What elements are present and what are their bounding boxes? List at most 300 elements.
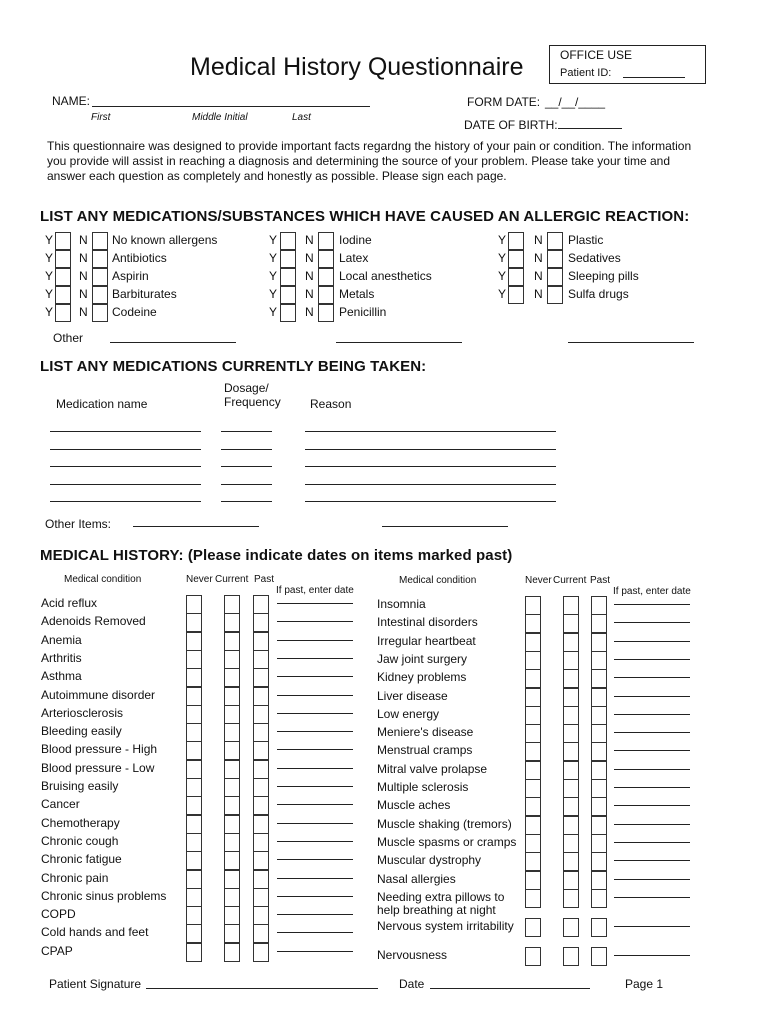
intro-paragraph: This questionnaire was designed to provide important facts regardng the history of your pain or condition. The information you provide will assist in reaching a diagnosis and determining the source of your problem. Please take your time and answer each question as completely and honestly as possible. Please sign each page. xyxy=(47,139,692,183)
allergy-no-checkbox[interactable] xyxy=(547,232,563,250)
medication-reason-field[interactable] xyxy=(305,484,556,485)
condition-current-checkbox[interactable] xyxy=(563,834,579,853)
condition-past-checkbox[interactable] xyxy=(591,779,607,798)
condition-date-field[interactable] xyxy=(614,897,690,898)
condition-past-checkbox[interactable] xyxy=(253,833,269,852)
condition-never-checkbox[interactable] xyxy=(186,668,202,687)
allergy-no-checkbox[interactable] xyxy=(92,286,108,304)
allergy-item: No known allergens xyxy=(112,233,218,247)
condition-current-checkbox[interactable] xyxy=(224,906,240,925)
allergy-yes-checkbox[interactable] xyxy=(55,232,71,250)
allergy-item: Latex xyxy=(339,251,369,265)
condition-current-checkbox[interactable] xyxy=(224,870,240,889)
condition-date-field[interactable] xyxy=(614,824,690,825)
other-items-field-2[interactable] xyxy=(382,526,508,527)
condition-never-checkbox[interactable] xyxy=(186,870,202,889)
condition-past-checkbox[interactable] xyxy=(253,632,269,651)
condition-current-checkbox[interactable] xyxy=(224,668,240,687)
medication-name-field[interactable] xyxy=(50,449,201,450)
allergy-yes-label: Y xyxy=(269,269,278,283)
condition-label: Blood pressure - High xyxy=(41,742,158,757)
form-date-field[interactable]: __/__/____ xyxy=(545,95,606,109)
condition-date-field[interactable] xyxy=(277,841,353,842)
condition-past-checkbox[interactable] xyxy=(591,797,607,816)
condition-current-checkbox[interactable] xyxy=(224,924,240,943)
condition-date-field[interactable] xyxy=(277,676,353,677)
allergy-no-label: N xyxy=(79,233,88,247)
left-col-condition: Medical condition xyxy=(64,574,142,585)
condition-never-checkbox[interactable] xyxy=(186,906,202,925)
allergy-item: Aspirin xyxy=(112,269,149,283)
allergy-yes-checkbox[interactable] xyxy=(55,250,71,268)
allergy-no-label: N xyxy=(534,251,543,265)
condition-past-checkbox[interactable] xyxy=(591,669,607,688)
allergy-no-label: N xyxy=(79,269,88,283)
condition-never-checkbox[interactable] xyxy=(525,669,541,688)
medication-name-field[interactable] xyxy=(50,466,201,467)
condition-label: Anemia xyxy=(41,632,82,647)
condition-past-checkbox[interactable] xyxy=(253,723,269,742)
allergy-item: Iodine xyxy=(339,233,372,247)
condition-never-checkbox[interactable] xyxy=(525,947,541,966)
condition-date-field[interactable] xyxy=(277,878,353,879)
allergy-yes-label: Y xyxy=(498,287,507,301)
allergy-item: Antibiotics xyxy=(112,251,167,265)
condition-date-field[interactable] xyxy=(277,749,353,750)
allergy-no-label: N xyxy=(534,269,543,283)
allergy-yes-checkbox[interactable] xyxy=(508,286,524,304)
condition-past-checkbox[interactable] xyxy=(591,633,607,652)
allergy-yes-checkbox[interactable] xyxy=(508,268,524,286)
condition-current-checkbox[interactable] xyxy=(563,797,579,816)
medication-dosage-field[interactable] xyxy=(221,449,272,450)
condition-never-checkbox[interactable] xyxy=(525,918,541,937)
condition-label: Chronic fatigue xyxy=(41,852,122,867)
office-use-box xyxy=(549,45,706,84)
condition-current-checkbox[interactable] xyxy=(563,816,579,835)
condition-date-field[interactable] xyxy=(614,769,690,770)
allergy-yes-checkbox[interactable] xyxy=(55,268,71,286)
condition-current-checkbox[interactable] xyxy=(224,815,240,834)
condition-past-checkbox[interactable] xyxy=(591,706,607,725)
condition-never-checkbox[interactable] xyxy=(525,688,541,707)
allergy-no-label: N xyxy=(305,305,314,319)
allergy-yes-checkbox[interactable] xyxy=(508,232,524,250)
condition-never-checkbox[interactable] xyxy=(186,796,202,815)
condition-never-checkbox[interactable] xyxy=(525,706,541,725)
dob-field[interactable] xyxy=(558,128,622,129)
other-items-field-1[interactable] xyxy=(133,526,259,527)
patient-id-field[interactable] xyxy=(623,77,685,78)
col-reason: Reason xyxy=(310,397,352,411)
condition-current-checkbox[interactable] xyxy=(563,688,579,707)
allergy-yes-checkbox[interactable] xyxy=(55,304,71,322)
signature-field[interactable] xyxy=(146,988,378,989)
last-name-caption: Last xyxy=(292,112,311,123)
condition-never-checkbox[interactable] xyxy=(525,633,541,652)
allergy-item: Codeine xyxy=(112,305,157,319)
condition-current-checkbox[interactable] xyxy=(224,613,240,632)
condition-current-checkbox[interactable] xyxy=(563,724,579,743)
condition-past-checkbox[interactable] xyxy=(591,816,607,835)
condition-past-checkbox[interactable] xyxy=(253,870,269,889)
condition-date-field[interactable] xyxy=(277,621,353,622)
allergy-no-checkbox[interactable] xyxy=(92,250,108,268)
condition-date-field[interactable] xyxy=(614,955,690,956)
page-title: Medical History Questionnaire xyxy=(190,53,524,81)
office-use-label: OFFICE USE xyxy=(560,48,633,62)
condition-never-checkbox[interactable] xyxy=(186,851,202,870)
condition-current-checkbox[interactable] xyxy=(563,706,579,725)
condition-never-checkbox[interactable] xyxy=(186,613,202,632)
allergy-no-checkbox[interactable] xyxy=(547,286,563,304)
condition-past-checkbox[interactable] xyxy=(253,650,269,669)
condition-never-checkbox[interactable] xyxy=(525,724,541,743)
left-col-past: Past xyxy=(254,574,275,585)
medication-dosage-field[interactable] xyxy=(221,501,272,502)
allergy-item: Penicillin xyxy=(339,305,387,319)
allergy-no-label: N xyxy=(305,233,314,247)
condition-current-checkbox[interactable] xyxy=(224,741,240,760)
allergy-yes-label: Y xyxy=(498,269,507,283)
condition-label: Chronic cough xyxy=(41,833,119,848)
right-col-past: Past xyxy=(590,575,611,586)
condition-never-checkbox[interactable] xyxy=(525,614,541,633)
condition-label: Bleeding easily xyxy=(41,724,122,739)
form-date-label: FORM DATE: xyxy=(467,95,541,109)
condition-current-checkbox[interactable] xyxy=(563,918,579,937)
condition-label: Chronic pain xyxy=(41,870,109,885)
medication-reason-field[interactable] xyxy=(305,449,556,450)
condition-current-checkbox[interactable] xyxy=(563,596,579,615)
condition-date-field[interactable] xyxy=(614,805,690,806)
condition-past-checkbox[interactable] xyxy=(253,888,269,907)
medication-dosage-field[interactable] xyxy=(221,431,272,432)
condition-current-checkbox[interactable] xyxy=(563,761,579,780)
allergy-no-checkbox[interactable] xyxy=(318,232,334,250)
condition-date-field[interactable] xyxy=(614,659,690,660)
condition-current-checkbox[interactable] xyxy=(224,796,240,815)
allergy-yes-label: Y xyxy=(498,251,507,265)
allergy-other-field-1[interactable] xyxy=(110,342,236,343)
condition-date-field[interactable] xyxy=(277,713,353,714)
allergy-other-field-3[interactable] xyxy=(568,342,694,343)
allergy-yes-label: Y xyxy=(45,287,54,301)
patient-id-label: Patient ID: xyxy=(560,67,612,79)
allergy-item: Local anesthetics xyxy=(339,269,432,283)
condition-never-checkbox[interactable] xyxy=(186,632,202,651)
condition-label: Asthma xyxy=(41,669,82,684)
condition-date-field[interactable] xyxy=(614,732,690,733)
dob-label: DATE OF BIRTH: xyxy=(464,118,558,132)
condition-label: Menstrual cramps xyxy=(377,743,473,758)
condition-past-checkbox[interactable] xyxy=(591,947,607,966)
condition-past-checkbox[interactable] xyxy=(591,742,607,761)
allergy-item: Barbiturates xyxy=(112,287,177,301)
condition-current-checkbox[interactable] xyxy=(224,851,240,870)
condition-date-field[interactable] xyxy=(614,604,690,605)
condition-past-checkbox[interactable] xyxy=(591,918,607,937)
left-col-current: Current xyxy=(215,574,249,585)
condition-date-field[interactable] xyxy=(277,914,353,915)
allergy-yes-checkbox[interactable] xyxy=(508,250,524,268)
condition-never-checkbox[interactable] xyxy=(186,723,202,742)
condition-current-checkbox[interactable] xyxy=(224,723,240,742)
condition-date-field[interactable] xyxy=(614,622,690,623)
history-heading: MEDICAL HISTORY: (Please indicate dates on items marked past) xyxy=(40,547,513,564)
medication-dosage-field[interactable] xyxy=(221,484,272,485)
allergy-yes-checkbox[interactable] xyxy=(55,286,71,304)
condition-date-field[interactable] xyxy=(277,695,353,696)
allergy-no-label: N xyxy=(79,251,88,265)
condition-current-checkbox[interactable] xyxy=(563,614,579,633)
other-items-label: Other Items: xyxy=(45,517,112,531)
condition-date-field[interactable] xyxy=(614,641,690,642)
condition-date-field[interactable] xyxy=(614,926,690,927)
condition-label: Nervousness xyxy=(377,948,448,963)
allergy-no-label: N xyxy=(305,269,314,283)
condition-label: COPD xyxy=(41,907,76,922)
allergy-item: Sedatives xyxy=(568,251,621,265)
condition-date-field[interactable] xyxy=(614,677,690,678)
medication-name-field[interactable] xyxy=(50,431,201,432)
allergy-yes-label: Y xyxy=(45,269,54,283)
allergy-no-checkbox[interactable] xyxy=(92,268,108,286)
condition-current-checkbox[interactable] xyxy=(224,705,240,724)
condition-never-checkbox[interactable] xyxy=(525,889,541,908)
condition-date-field[interactable] xyxy=(277,804,353,805)
allergy-yes-checkbox[interactable] xyxy=(280,268,296,286)
condition-current-checkbox[interactable] xyxy=(224,888,240,907)
condition-current-checkbox[interactable] xyxy=(563,871,579,890)
condition-never-checkbox[interactable] xyxy=(525,834,541,853)
col-medication-name: Medication name xyxy=(56,397,148,411)
condition-past-checkbox[interactable] xyxy=(591,761,607,780)
condition-label: Arteriosclerosis xyxy=(41,705,124,720)
condition-label: Needing extra pillows to help breathing at night xyxy=(377,889,505,917)
condition-date-field[interactable] xyxy=(277,768,353,769)
condition-date-field[interactable] xyxy=(277,640,353,641)
condition-date-field[interactable] xyxy=(614,842,690,843)
condition-past-checkbox[interactable] xyxy=(253,741,269,760)
condition-label: Intestinal disorders xyxy=(377,615,478,630)
condition-never-checkbox[interactable] xyxy=(525,779,541,798)
condition-current-checkbox[interactable] xyxy=(563,852,579,871)
condition-never-checkbox[interactable] xyxy=(186,595,202,614)
condition-current-checkbox[interactable] xyxy=(563,947,579,966)
condition-current-checkbox[interactable] xyxy=(224,632,240,651)
condition-past-checkbox[interactable] xyxy=(591,651,607,670)
condition-never-checkbox[interactable] xyxy=(186,760,202,779)
allergy-other-label: Other xyxy=(53,331,84,345)
allergy-yes-checkbox[interactable] xyxy=(280,286,296,304)
condition-current-checkbox[interactable] xyxy=(224,760,240,779)
condition-past-checkbox[interactable] xyxy=(591,834,607,853)
condition-label: Mitral valve prolapse xyxy=(377,761,488,776)
condition-date-field[interactable] xyxy=(277,932,353,933)
condition-current-checkbox[interactable] xyxy=(224,943,240,962)
condition-date-field[interactable] xyxy=(277,823,353,824)
condition-date-field[interactable] xyxy=(614,696,690,697)
condition-never-checkbox[interactable] xyxy=(186,687,202,706)
condition-never-checkbox[interactable] xyxy=(186,815,202,834)
condition-date-field[interactable] xyxy=(614,860,690,861)
condition-current-checkbox[interactable] xyxy=(563,633,579,652)
allergy-no-checkbox[interactable] xyxy=(318,286,334,304)
condition-past-checkbox[interactable] xyxy=(253,687,269,706)
allergy-no-checkbox[interactable] xyxy=(318,304,334,322)
right-col-never: Never xyxy=(525,575,552,586)
allergy-yes-label: Y xyxy=(45,305,54,319)
condition-never-checkbox[interactable] xyxy=(525,742,541,761)
medication-dosage-field[interactable] xyxy=(221,466,272,467)
condition-label: Muscular dystrophy xyxy=(377,853,482,868)
signature-date-label: Date xyxy=(399,977,425,991)
condition-never-checkbox[interactable] xyxy=(525,651,541,670)
allergy-yes-label: Y xyxy=(269,251,278,265)
condition-never-checkbox[interactable] xyxy=(525,871,541,890)
condition-past-checkbox[interactable] xyxy=(253,943,269,962)
medication-reason-field[interactable] xyxy=(305,431,556,432)
condition-date-field[interactable] xyxy=(614,787,690,788)
condition-date-field[interactable] xyxy=(614,879,690,880)
allergy-no-label: N xyxy=(79,305,88,319)
condition-past-checkbox[interactable] xyxy=(253,815,269,834)
page-number: Page 1 xyxy=(625,977,664,991)
condition-never-checkbox[interactable] xyxy=(186,888,202,907)
condition-never-checkbox[interactable] xyxy=(186,943,202,962)
condition-current-checkbox[interactable] xyxy=(563,742,579,761)
condition-label: Arthritis xyxy=(41,650,82,665)
condition-label: Liver disease xyxy=(377,688,448,703)
condition-past-checkbox[interactable] xyxy=(591,724,607,743)
condition-date-field[interactable] xyxy=(277,896,353,897)
condition-never-checkbox[interactable] xyxy=(186,705,202,724)
condition-never-checkbox[interactable] xyxy=(525,852,541,871)
col-dosage-line1: Dosage/ xyxy=(224,381,269,395)
allergy-yes-checkbox[interactable] xyxy=(280,250,296,268)
condition-past-checkbox[interactable] xyxy=(253,705,269,724)
condition-date-field[interactable] xyxy=(277,786,353,787)
condition-never-checkbox[interactable] xyxy=(186,741,202,760)
condition-past-checkbox[interactable] xyxy=(253,613,269,632)
allergy-item: Metals xyxy=(339,287,375,301)
condition-label: Muscle shaking (tremors) xyxy=(377,816,512,831)
condition-current-checkbox[interactable] xyxy=(563,651,579,670)
allergy-yes-checkbox[interactable] xyxy=(280,304,296,322)
right-col-current: Current xyxy=(553,575,587,586)
condition-label: Acid reflux xyxy=(41,596,98,610)
condition-past-checkbox[interactable] xyxy=(591,889,607,908)
condition-never-checkbox[interactable] xyxy=(525,797,541,816)
condition-label: Jaw joint surgery xyxy=(377,651,468,666)
condition-past-checkbox[interactable] xyxy=(591,871,607,890)
allergy-other-field-2[interactable] xyxy=(336,342,462,343)
allergy-yes-label: Y xyxy=(269,233,278,247)
allergy-yes-label: Y xyxy=(498,233,507,247)
medication-name-field[interactable] xyxy=(50,484,201,485)
condition-past-checkbox[interactable] xyxy=(591,688,607,707)
condition-label: Cold hands and feet xyxy=(41,925,149,940)
allergy-no-checkbox[interactable] xyxy=(547,268,563,286)
condition-current-checkbox[interactable] xyxy=(224,687,240,706)
condition-label: Autoimmune disorder xyxy=(41,687,156,702)
condition-date-field[interactable] xyxy=(277,731,353,732)
allergy-no-label: N xyxy=(534,287,543,301)
medication-name-field[interactable] xyxy=(50,501,201,502)
col-dosage-line2: Frequency xyxy=(224,395,281,409)
condition-never-checkbox[interactable] xyxy=(186,924,202,943)
allergy-no-label: N xyxy=(534,233,543,247)
condition-label: Kidney problems xyxy=(377,670,467,685)
allergy-no-checkbox[interactable] xyxy=(92,304,108,322)
condition-never-checkbox[interactable] xyxy=(525,761,541,780)
signature-date-field[interactable] xyxy=(430,988,590,989)
allergy-yes-checkbox[interactable] xyxy=(280,232,296,250)
condition-current-checkbox[interactable] xyxy=(224,595,240,614)
medication-reason-field[interactable] xyxy=(305,466,556,467)
condition-past-checkbox[interactable] xyxy=(591,852,607,871)
condition-label: Adenoids Removed xyxy=(41,614,146,629)
condition-date-field[interactable] xyxy=(614,714,690,715)
allergy-no-checkbox[interactable] xyxy=(318,268,334,286)
condition-current-checkbox[interactable] xyxy=(224,778,240,797)
condition-past-checkbox[interactable] xyxy=(591,596,607,615)
condition-past-checkbox[interactable] xyxy=(591,614,607,633)
condition-past-checkbox[interactable] xyxy=(253,668,269,687)
condition-never-checkbox[interactable] xyxy=(186,650,202,669)
allergy-no-label: N xyxy=(305,287,314,301)
condition-label: Chronic sinus problems xyxy=(41,888,167,903)
condition-label: Insomnia xyxy=(377,597,426,611)
condition-never-checkbox[interactable] xyxy=(525,816,541,835)
left-col-date: If past, enter date xyxy=(276,585,354,596)
condition-past-checkbox[interactable] xyxy=(253,796,269,815)
name-label: NAME: xyxy=(52,94,91,108)
condition-current-checkbox[interactable] xyxy=(563,779,579,798)
allergy-no-label: N xyxy=(305,251,314,265)
condition-date-field[interactable] xyxy=(277,951,353,952)
condition-date-field[interactable] xyxy=(614,750,690,751)
allergy-no-label: N xyxy=(79,287,88,301)
condition-current-checkbox[interactable] xyxy=(224,650,240,669)
medication-reason-field[interactable] xyxy=(305,501,556,502)
allergy-no-checkbox[interactable] xyxy=(318,250,334,268)
condition-never-checkbox[interactable] xyxy=(186,833,202,852)
allergy-no-checkbox[interactable] xyxy=(547,250,563,268)
condition-date-field[interactable] xyxy=(277,859,353,860)
condition-never-checkbox[interactable] xyxy=(186,778,202,797)
condition-label: Nervous system irritability xyxy=(377,919,514,934)
condition-label: Meniere's disease xyxy=(377,725,474,740)
condition-past-checkbox[interactable] xyxy=(253,595,269,614)
allergy-item: Plastic xyxy=(568,233,604,247)
condition-date-field[interactable] xyxy=(277,658,353,659)
allergy-no-checkbox[interactable] xyxy=(92,232,108,250)
name-field[interactable] xyxy=(92,106,370,107)
condition-past-checkbox[interactable] xyxy=(253,851,269,870)
condition-past-checkbox[interactable] xyxy=(253,778,269,797)
condition-past-checkbox[interactable] xyxy=(253,760,269,779)
condition-current-checkbox[interactable] xyxy=(563,669,579,688)
condition-never-checkbox[interactable] xyxy=(525,596,541,615)
condition-past-checkbox[interactable] xyxy=(253,906,269,925)
condition-past-checkbox[interactable] xyxy=(253,924,269,943)
condition-current-checkbox[interactable] xyxy=(224,833,240,852)
condition-current-checkbox[interactable] xyxy=(563,889,579,908)
allergy-yes-label: Y xyxy=(269,287,278,301)
condition-date-field[interactable] xyxy=(277,603,353,604)
